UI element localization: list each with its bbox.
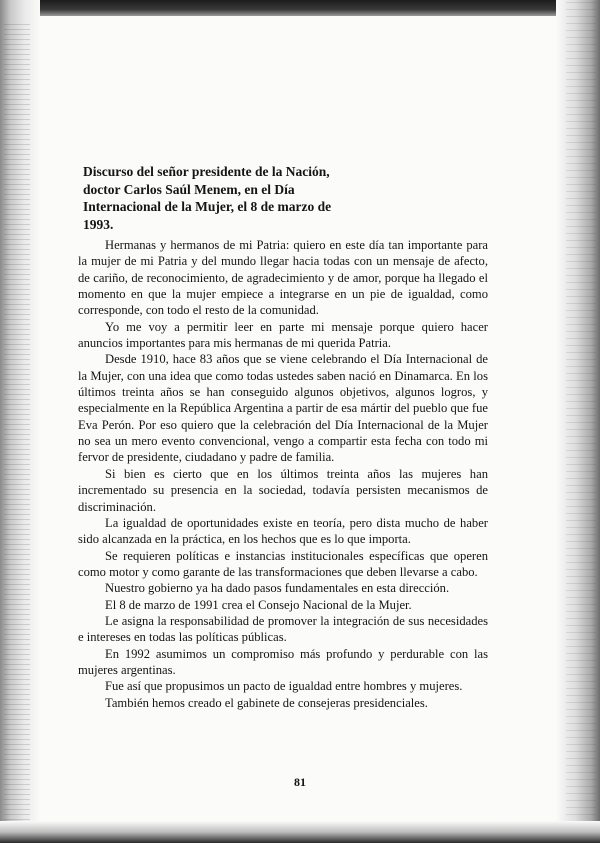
scan-border-top <box>0 0 600 16</box>
speech-title: Discurso del señor presidente de la Nación, doctor Carlos Saúl Menem, en el Día Internacional de la Mujer, el 8 de marzo de 1993. <box>83 164 332 232</box>
paragraph: Desde 1910, hace 83 años que se viene celebrando el Día Internacional de la Mujer, con una idea que como todas ustedes saben nació en Dinamarca. En los últimos treinta años se han conseguido algunos objetivos, algunos logros, y especialmente en la República Argentina a partir de esa mártir del pueblo que fue Eva Perón. Por eso quiero que la celebración del Día Internacional de la Mujer no sea un mero evento convencional, vengo a compartir esta fecha con todo mi fervor de presidente, ciudadano y padre de familia. <box>78 352 488 465</box>
paragraph: Hermanas y hermanos de mi Patria: quiero en este día tan importante para la mujer de mi Patria y del mundo llegar hacia todas con un mensaje de afecto, de cariño, de reconocimiento, de agradecimiento y de amor, porque ha llegado el momento en que la mujer empiece a integrarse en un pie de igualdad, como corresponde, con todo el resto de la comunidad. <box>78 238 488 318</box>
scan-border-bottom <box>0 821 600 843</box>
paragraph: Se requieren políticas e instancias institucionales específicas que operen como motor y como garante de las transformaciones que deben llevarse a cabo. <box>78 548 488 579</box>
paragraph: Nuestro gobierno ya ha dado pasos fundamentales en esta dirección. <box>105 581 450 596</box>
paragraph: Fue así que propusimos un pacto de igualdad entre hombres y mujeres. <box>105 679 463 694</box>
paragraph: Le asigna la responsabilidad de promover la integración de sus necesidades e intereses en todas las políticas públicas. <box>78 613 488 645</box>
scan-noise-left <box>4 20 30 820</box>
paragraph: En 1992 asumimos un compromiso más profundo y perdurable con las mujeres argentinas. <box>78 646 488 677</box>
scan-noise-right <box>566 0 596 843</box>
paragraph: También hemos creado el gabinete de consejeras presidenciales. <box>105 695 428 710</box>
paragraph: La igualdad de oportunidades existe en teoría, pero dista mucho de haber sido alcanzada en la práctica, en los hechos que es lo que importa. <box>78 515 488 547</box>
paragraph: Si bien es cierto que en los últimos treinta años las mujeres han incrementado su presencia en la sociedad, todavía persisten mecanismos de discriminación. <box>78 466 488 514</box>
page-number: 81 <box>294 775 306 789</box>
paragraph: Yo me voy a permitir leer en parte mi mensaje porque quiero hacer anuncios importantes para mis hermanas de mi querida Patria. <box>78 319 488 351</box>
speech-body <box>78 237 488 711</box>
paragraph: El 8 de marzo de 1991 crea el Consejo Nacional de la Mujer. <box>105 597 412 612</box>
